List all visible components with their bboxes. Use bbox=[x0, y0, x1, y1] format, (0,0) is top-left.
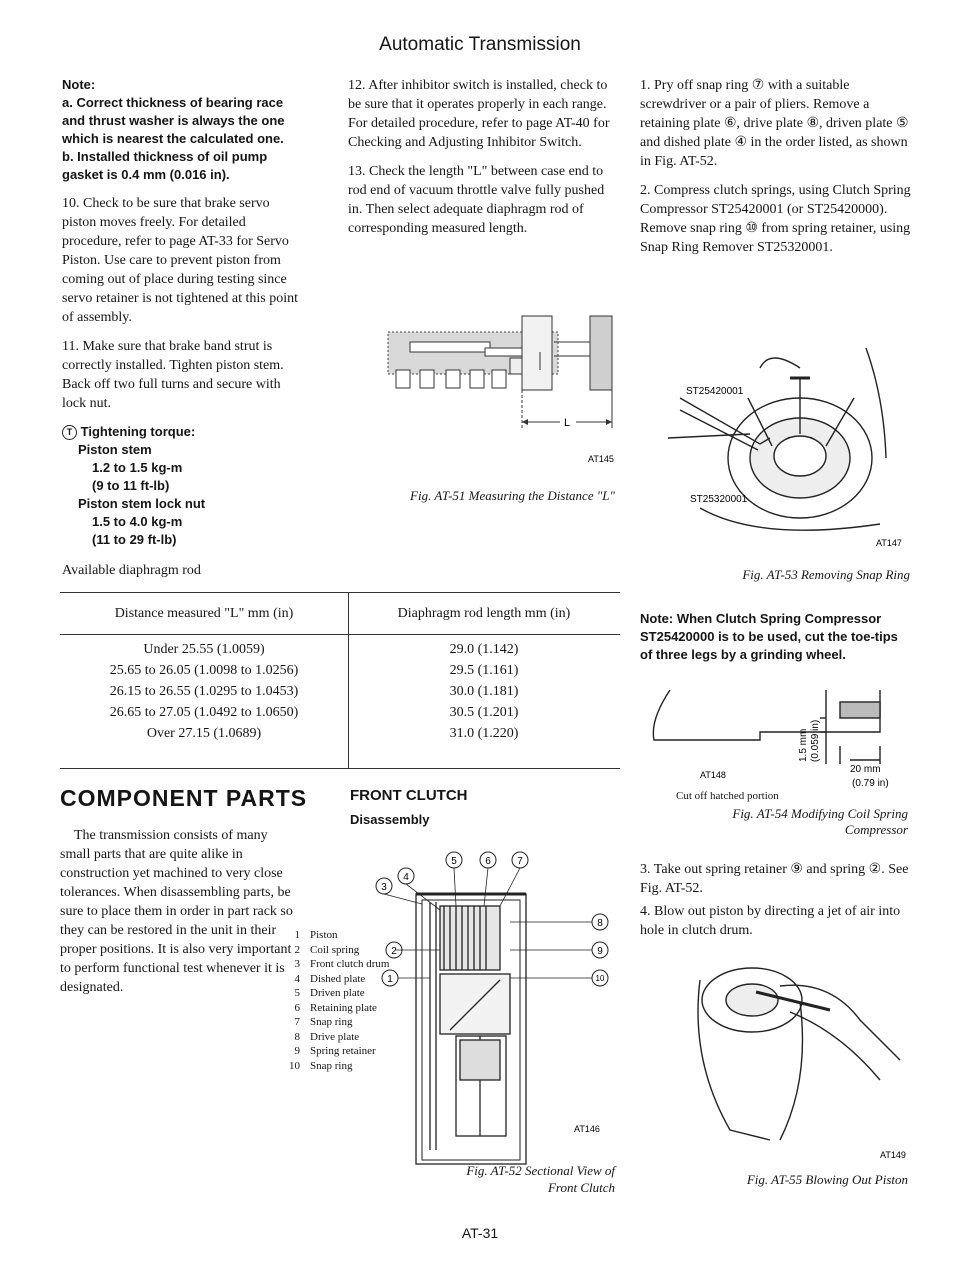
fig52-code: AT146 bbox=[574, 1124, 600, 1134]
torque-piston-stem-value-ftlb: (9 to 11 ft-lb) bbox=[92, 478, 170, 493]
tool-label-st25420001: ST25420001 bbox=[686, 386, 744, 397]
note-title: Note: bbox=[62, 77, 96, 92]
table-row: Under 25.55 (1.0059) bbox=[143, 642, 265, 657]
callout-7: 7 bbox=[517, 856, 523, 867]
legend-item: 2 Coil spring bbox=[294, 943, 360, 956]
torque-icon: T bbox=[62, 425, 77, 440]
fig54-caption-line2: Compressor bbox=[844, 822, 908, 837]
fig54-caption-line1: Fig. AT-54 Modifying Coil Spring bbox=[732, 806, 908, 821]
table-top-rule bbox=[60, 592, 620, 593]
callout-6: 6 bbox=[485, 856, 491, 867]
dimension-0-059in: (0.059 in) bbox=[810, 719, 821, 762]
note-block bbox=[62, 76, 300, 580]
fig52-caption-line1: Fig. AT-52 Sectional View of bbox=[466, 1163, 615, 1178]
table-row: 26.15 to 26.55 (1.0295 to 1.0453) bbox=[109, 684, 299, 699]
dimension-0-79in: (0.79 in) bbox=[852, 778, 889, 789]
note-a: a. Correct thickness of bearing race and thrust washer is always the one which is nearest the calculated one. bbox=[62, 95, 285, 146]
torque-lock-nut: Piston stem lock nut bbox=[78, 496, 206, 511]
torque-title bbox=[62, 423, 300, 441]
fig54-code: AT148 bbox=[700, 770, 726, 780]
legend-item: 9 Spring retainer bbox=[294, 1045, 376, 1057]
page-header: Automatic Transmission bbox=[379, 34, 581, 55]
fig51-code: AT145 bbox=[588, 454, 614, 464]
callout-2: 2 bbox=[391, 946, 397, 957]
table-header-left: Distance measured "L" mm (in) bbox=[114, 606, 294, 621]
table-row: 30.0 (1.181) bbox=[449, 684, 519, 699]
fig52-caption bbox=[420, 1162, 615, 1196]
callout-4: 4 bbox=[403, 872, 409, 883]
legend-item: 4 Dished plate bbox=[294, 972, 366, 985]
callout-10: 10 bbox=[595, 974, 605, 983]
table-row: 25.65 to 26.05 (1.0098 to 1.0256) bbox=[109, 663, 299, 678]
table-cell-right bbox=[348, 639, 620, 744]
table-row: 26.65 to 27.05 (1.0492 to 1.0650) bbox=[109, 705, 299, 720]
step-4: 4. Blow out piston by directing a jet of air into hole in clutch drum. bbox=[640, 904, 901, 938]
fig54-caption bbox=[640, 806, 908, 838]
figure-removing-snap-ring bbox=[640, 338, 912, 554]
page-number: AT-31 bbox=[461, 1225, 499, 1241]
col3-text-bottom bbox=[640, 860, 912, 950]
legend-item: 8 Drive plate bbox=[294, 1030, 360, 1043]
step-2: 2. Compress clutch springs, using Clutch Spring Compressor ST25420001 (or ST25420000). Remove snap ring ⑩ from spring retainer, using Snap Ring Remover ST25320001. bbox=[640, 183, 911, 255]
table-row: 29.5 (1.161) bbox=[449, 663, 519, 678]
compressor-note: Note: When Clutch Spring Compressor ST25420000 is to be used, cut the toe-tips of three legs by a grinding wheel. bbox=[640, 611, 898, 662]
legend-item: 6 Retaining plate bbox=[294, 1001, 377, 1014]
step-1: 1. Pry off snap ring ⑦ with a suitable screwdriver or a pair of pliers. Remove a retaining plate ⑥, drive plate ⑧, driven plate ⑤ and dished plate ④ in the order listed, as shown in Fig. AT-52. bbox=[640, 78, 909, 169]
table-cell-left bbox=[60, 639, 348, 744]
callout-1: 1 bbox=[387, 974, 393, 985]
dimension-L-label: L bbox=[564, 417, 571, 429]
col2-text bbox=[348, 76, 620, 248]
torque-piston-stem-value: 1.2 to 1.5 kg-m bbox=[92, 460, 183, 475]
table-bottom-rule bbox=[60, 768, 620, 769]
table-row: Over 27.15 (1.0689) bbox=[146, 726, 262, 741]
step-12: 12. After inhibitor switch is installed, check to be sure that it operates properly in each range. For detailed procedure, refer to page AT-40 for Checking and Adjusting Inhibitor Switch. bbox=[348, 78, 610, 150]
table-header-right: Diaphragm rod length mm (in) bbox=[397, 606, 571, 621]
front-clutch-legend bbox=[283, 928, 389, 1073]
figure-blowing-out-piston bbox=[660, 940, 912, 1160]
step-3: 3. Take out spring retainer ⑨ and spring ②. See Fig. AT-52. bbox=[640, 862, 909, 896]
torque-lock-nut-value-ftlb: (11 to 29 ft-lb) bbox=[92, 532, 177, 547]
available-diaphragm-rod: Available diaphragm rod bbox=[62, 563, 201, 578]
table-header-rule bbox=[60, 634, 620, 635]
torque-title-text: Tightening torque: bbox=[80, 424, 196, 439]
callout-9: 9 bbox=[597, 946, 603, 957]
note-b: b. Installed thickness of oil pump gasket is 0.4 mm (0.016 in). bbox=[62, 149, 268, 182]
legend-item: 1 Piston bbox=[294, 929, 338, 941]
legend-item: 3 Front clutch drum bbox=[294, 958, 390, 970]
fig51-caption: Fig. AT-51 Measuring the Distance "L" bbox=[410, 488, 615, 503]
step-13: 13. Check the length "L" between case end to rod end of vacuum throttle valve fully pushed in. Then select adequate diaphragm rod of corresponding measured length. bbox=[348, 164, 605, 236]
col3-text-top bbox=[640, 76, 912, 267]
fig55-code: AT149 bbox=[880, 1150, 906, 1160]
component-parts-text: The transmission consists of many small parts that are quite alike in construction yet machined to very close tolerances. When disassembling parts, be sure to place them in order in part rack so they can be restored in the unit in their proper positions. It is also very important to perform functional test whenever it is designated. bbox=[60, 828, 293, 995]
figure-modifying-compressor bbox=[640, 680, 912, 790]
torque-lock-nut-value: 1.5 to 4.0 kg-m bbox=[92, 514, 183, 529]
fig52-caption-line2: Front Clutch bbox=[547, 1180, 615, 1195]
fig53-code: AT147 bbox=[876, 538, 902, 548]
figure-front-clutch-section bbox=[360, 840, 620, 1170]
torque-piston-stem: Piston stem bbox=[78, 442, 152, 457]
legend-item: 7 Snap ring bbox=[294, 1016, 353, 1028]
table-row: 29.0 (1.142) bbox=[449, 642, 519, 657]
callout-3: 3 bbox=[381, 882, 387, 893]
figure-measuring-distance bbox=[380, 312, 620, 464]
callout-5: 5 bbox=[451, 856, 457, 867]
dimension-20mm: 20 mm bbox=[850, 764, 881, 775]
table-row: 31.0 (1.220) bbox=[449, 726, 519, 741]
callout-8: 8 bbox=[597, 918, 603, 929]
subheading-disassembly: Disassembly bbox=[350, 812, 430, 827]
step-10: 10. Check to be sure that brake servo piston moves freely. For detailed procedure, refer to page AT-33 for Servo Piston. Use care to prevent piston from coming out of place during testing since servo retainer is not tightened at this point of assembly. bbox=[62, 196, 299, 325]
dimension-1-5mm: 1.5 mm bbox=[798, 728, 809, 762]
legend-item: 5 Driven plate bbox=[294, 987, 365, 999]
tool-label-st25320001: ST25320001 bbox=[690, 494, 748, 505]
fig53-caption: Fig. AT-53 Removing Snap Ring bbox=[742, 567, 910, 582]
fig55-caption: Fig. AT-55 Blowing Out Piston bbox=[746, 1172, 908, 1187]
table-row: 30.5 (1.201) bbox=[449, 705, 519, 720]
step-11: 11. Make sure that brake band strut is correctly installed. Tighten piston stem. Back off two full turns and secure with lock nut. bbox=[62, 339, 284, 411]
section-heading-front-clutch: FRONT CLUTCH bbox=[350, 787, 468, 804]
section-heading-component-parts: COMPONENT PARTS bbox=[60, 785, 308, 811]
cut-off-note: Cut off hatched portion bbox=[676, 790, 779, 802]
legend-item: 10 Snap ring bbox=[289, 1059, 353, 1072]
